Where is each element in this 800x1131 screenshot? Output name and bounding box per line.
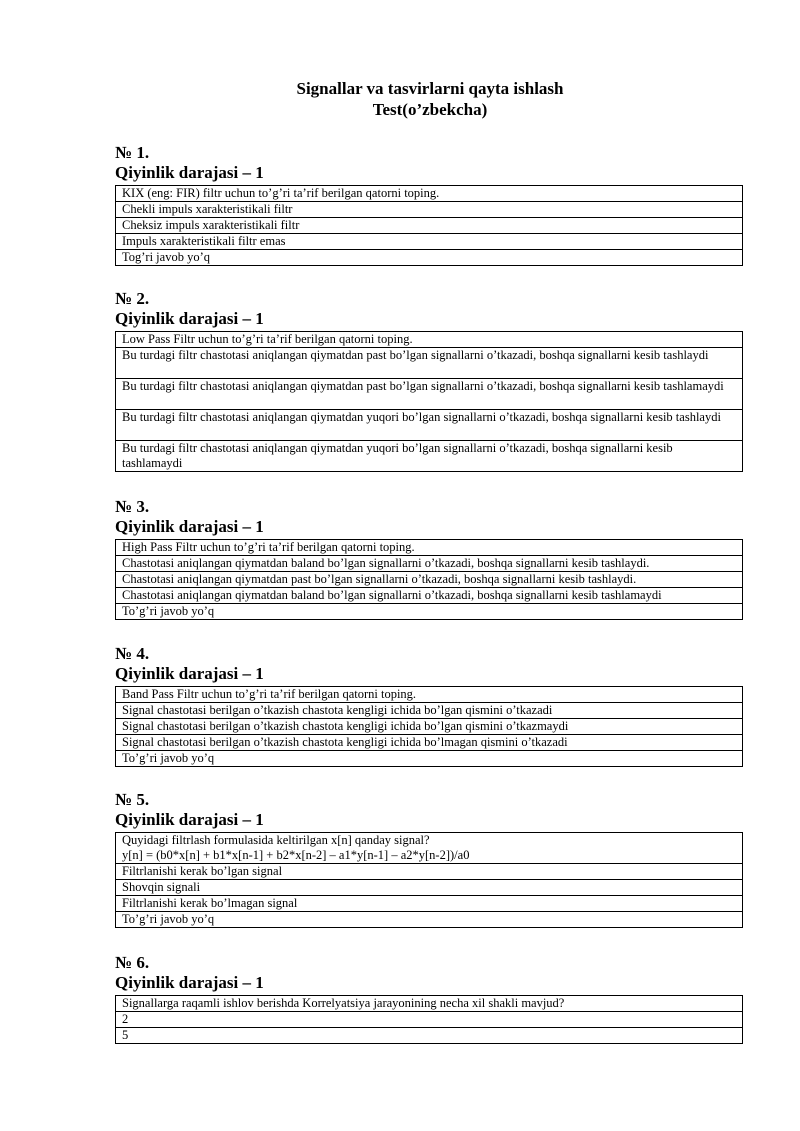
question-1: [115, 143, 743, 266]
answer-option: Impuls xarakteristikali filtr emas: [116, 234, 743, 250]
question-6: [115, 953, 743, 1044]
difficulty-level: Qiyinlik darajasi – 1: [115, 517, 264, 536]
question-table: [115, 185, 743, 266]
answer-option: 5: [116, 1028, 743, 1044]
answer-option: 2: [116, 1012, 743, 1028]
answer-option: Shovqin signali: [116, 880, 743, 896]
question-number: № 5.: [115, 790, 150, 809]
question-line-1: Quyidagi filtrlash formulasida keltirilgan x[n] qanday signal?: [122, 833, 430, 847]
answer-option: Chekli impuls xarakteristikali filtr: [116, 202, 743, 218]
question-4: [115, 644, 743, 767]
answer-option: Chastotasi aniqlangan qiymatdan baland bo’lgan signallarni o’tkazadi, boshqa signallarni kesib tashlaydi.: [116, 556, 743, 572]
question-number: № 4.: [115, 644, 150, 663]
answer-option: Tog’ri javob yo’q: [116, 250, 743, 266]
title-line-2: Test(o’zbekcha): [372, 100, 488, 119]
question-text: Signallarga raqamli ishlov berishda Korrelyatsiya jarayonining necha xil shakli mavjud?: [116, 996, 743, 1012]
answer-option: Signal chastotasi berilgan o’tkazish chastota kengligi ichida bo’lgan qismini o’tkazmaydi: [116, 719, 743, 735]
question-number: № 6.: [115, 953, 150, 972]
question-3: [115, 497, 743, 620]
question-number: № 1.: [115, 143, 150, 162]
question-5: [115, 790, 743, 928]
question-text: Low Pass Filtr uchun to’g’ri ta’rif berilgan qatorni toping.: [116, 332, 743, 348]
question-table: [115, 832, 743, 928]
difficulty-level: Qiyinlik darajasi – 1: [115, 163, 264, 182]
question-formula: y[n] = (b0*x[n] + b1*x[n-1] + b2*x[n-2] – a1*y[n-1] – a2*y[n-2])/a0: [122, 848, 470, 862]
answer-option: Chastotasi aniqlangan qiymatdan baland bo’lgan signallarni o’tkazadi, boshqa signallarni kesib tashlamaydi: [116, 588, 743, 604]
answer-option: Signal chastotasi berilgan o’tkazish chastota kengligi ichida bo’lmagan qismini o’tkazadi: [116, 735, 743, 751]
answer-option: To’g’ri javob yo’q: [116, 604, 743, 620]
question-text: High Pass Filtr uchun to’g’ri ta’rif berilgan qatorni toping.: [116, 540, 743, 556]
question-number: № 3.: [115, 497, 150, 516]
difficulty-level: Qiyinlik darajasi – 1: [115, 810, 264, 829]
document-title: [0, 78, 800, 120]
question-table: [115, 686, 743, 767]
question-table: [115, 331, 743, 472]
answer-option: Chastotasi aniqlangan qiymatdan past bo’lgan signallarni o’tkazadi, boshqa signallarni kesib tashlaydi.: [116, 572, 743, 588]
answer-option: Signal chastotasi berilgan o’tkazish chastota kengligi ichida bo’lgan qismini o’tkazadi: [116, 703, 743, 719]
difficulty-level: Qiyinlik darajasi – 1: [115, 664, 264, 683]
answer-option: Filtrlanishi kerak bo’lmagan signal: [116, 896, 743, 912]
question-text: KIX (eng: FIR) filtr uchun to’g’ri ta’rif berilgan qatorni toping.: [116, 186, 743, 202]
answer-option: To’g’ri javob yo’q: [116, 912, 743, 928]
answer-option: Bu turdagi filtr chastotasi aniqlangan qiymatdan yuqori bo’lgan signallarni o’tkazadi, boshqa signallarni kesib tashlamaydi: [116, 441, 743, 472]
question-table: [115, 539, 743, 620]
answer-option: Cheksiz impuls xarakteristikali filtr: [116, 218, 743, 234]
difficulty-level: Qiyinlik darajasi – 1: [115, 973, 264, 992]
question-text: Band Pass Filtr uchun to’g’ri ta’rif berilgan qatorni toping.: [116, 687, 743, 703]
answer-option: Bu turdagi filtr chastotasi aniqlangan qiymatdan past bo’lgan signallarni o’tkazadi, boshqa signallarni kesib tashlamaydi: [116, 379, 743, 410]
question-2: [115, 289, 743, 472]
answer-option: Bu turdagi filtr chastotasi aniqlangan qiymatdan past bo’lgan signallarni o’tkazadi, boshqa signallarni kesib tashlaydi: [116, 348, 743, 379]
title-line-1: Signallar va tasvirlarni qayta ishlash: [296, 79, 564, 98]
answer-option: To’g’ri javob yo’q: [116, 751, 743, 767]
answer-option: Bu turdagi filtr chastotasi aniqlangan qiymatdan yuqori bo’lgan signallarni o’tkazadi, boshqa signallarni kesib tashlaydi: [116, 410, 743, 441]
question-text: [116, 833, 743, 864]
answer-option: Filtrlanishi kerak bo’lgan signal: [116, 864, 743, 880]
difficulty-level: Qiyinlik darajasi – 1: [115, 309, 264, 328]
question-number: № 2.: [115, 289, 150, 308]
question-table: [115, 995, 743, 1044]
